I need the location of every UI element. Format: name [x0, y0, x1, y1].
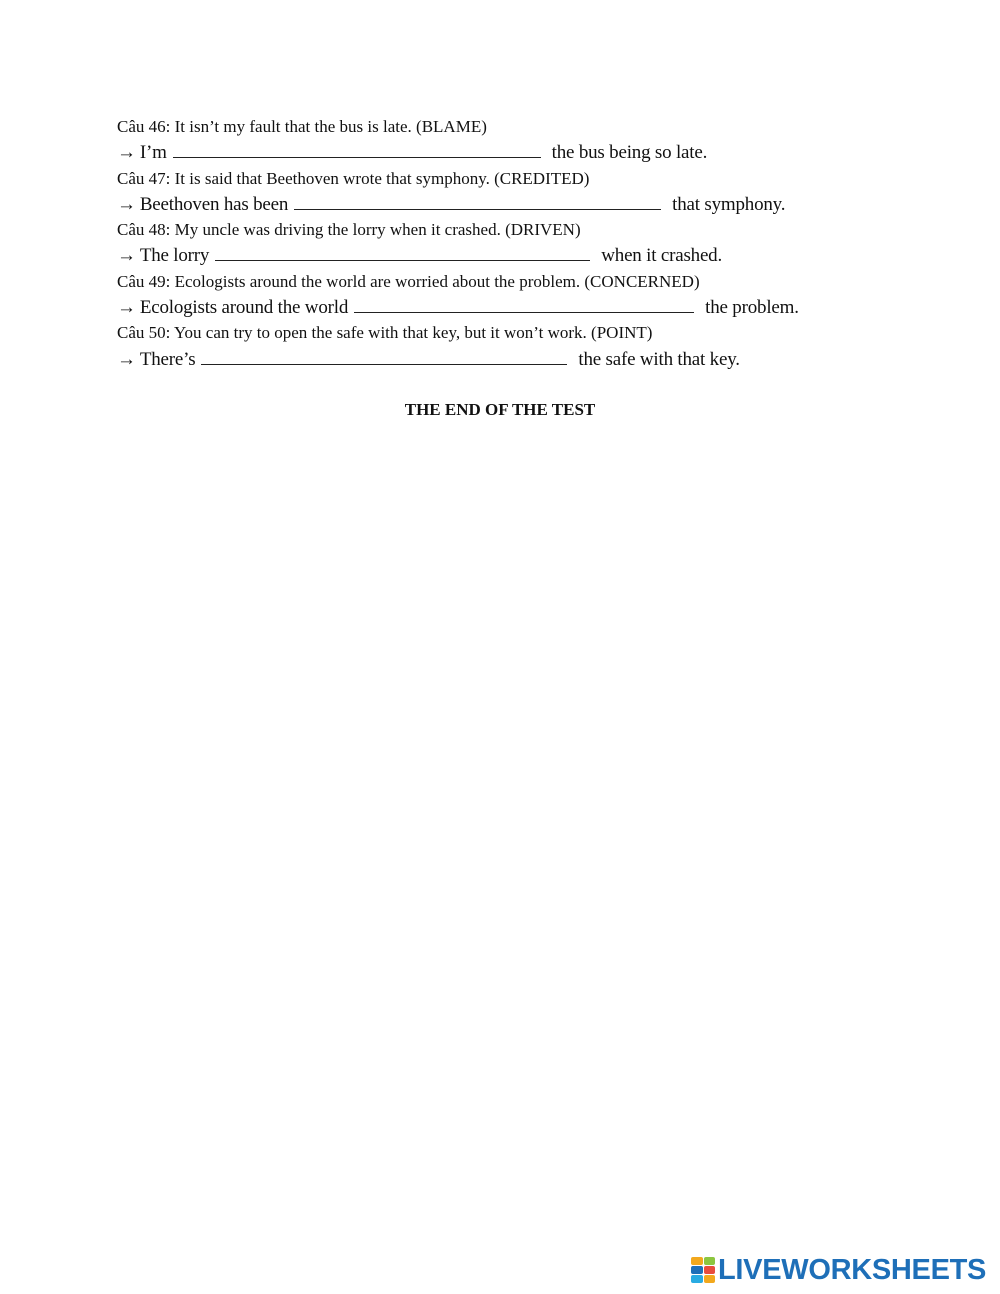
answer-tail-text: the bus being so late. — [551, 142, 708, 163]
answer-tail-text: when it crashed. — [601, 245, 723, 266]
arrow-icon: → — [117, 142, 136, 163]
answer-blank-48[interactable] — [215, 246, 590, 261]
answer-blank-49[interactable] — [354, 298, 694, 313]
answer-tail-text: the safe with that key. — [578, 349, 740, 370]
question-49-answer-line — [117, 296, 799, 320]
question-47-answer-line — [117, 193, 785, 217]
arrow-icon: → — [117, 349, 136, 370]
liveworksheets-logo — [691, 1253, 986, 1287]
logo-tile — [691, 1275, 703, 1283]
answer-lead-text: Ecologists around the world — [139, 297, 349, 318]
answer-blank-46[interactable] — [173, 143, 541, 158]
question-47-prompt: Câu 47: It is said that Beethoven wrote that symphony. (CREDITED) — [117, 169, 590, 188]
answer-lead-text: There’s — [139, 349, 196, 370]
question-48-prompt: Câu 48: My uncle was driving the lorry when it crashed. (DRIVEN) — [117, 220, 581, 239]
answer-lead-text: I’m — [139, 142, 167, 163]
arrow-icon: → — [117, 297, 136, 318]
logo-text: LIVEWORKSHEETS — [718, 1254, 987, 1286]
logo-tile — [691, 1257, 703, 1265]
question-48-answer-line — [117, 244, 722, 268]
arrow-icon: → — [117, 194, 136, 215]
answer-blank-47[interactable] — [294, 195, 661, 210]
logo-tile — [704, 1266, 716, 1274]
answer-tail-text: that symphony. — [672, 194, 786, 215]
question-50-prompt: Câu 50: You can try to open the safe with that key, but it won’t work. (POINT) — [117, 323, 653, 342]
answer-lead-text: The lorry — [139, 245, 210, 266]
logo-tile — [704, 1257, 716, 1265]
arrow-icon: → — [117, 245, 136, 266]
logo-tiles-icon — [691, 1257, 715, 1283]
question-46-prompt: Câu 46: It isn’t my fault that the bus is late. (BLAME) — [117, 117, 487, 136]
logo-tile — [704, 1275, 716, 1283]
question-46-answer-line — [117, 141, 707, 165]
answer-blank-50[interactable] — [201, 350, 567, 365]
end-of-test-heading: THE END OF THE TEST — [404, 400, 596, 419]
answer-tail-text: the problem. — [705, 297, 799, 318]
question-50-answer-line — [117, 348, 740, 372]
answer-lead-text: Beethoven has been — [139, 194, 289, 215]
question-49-prompt: Câu 49: Ecologists around the world are worried about the problem. (CONCERNED) — [117, 272, 700, 291]
logo-tile — [691, 1266, 703, 1274]
